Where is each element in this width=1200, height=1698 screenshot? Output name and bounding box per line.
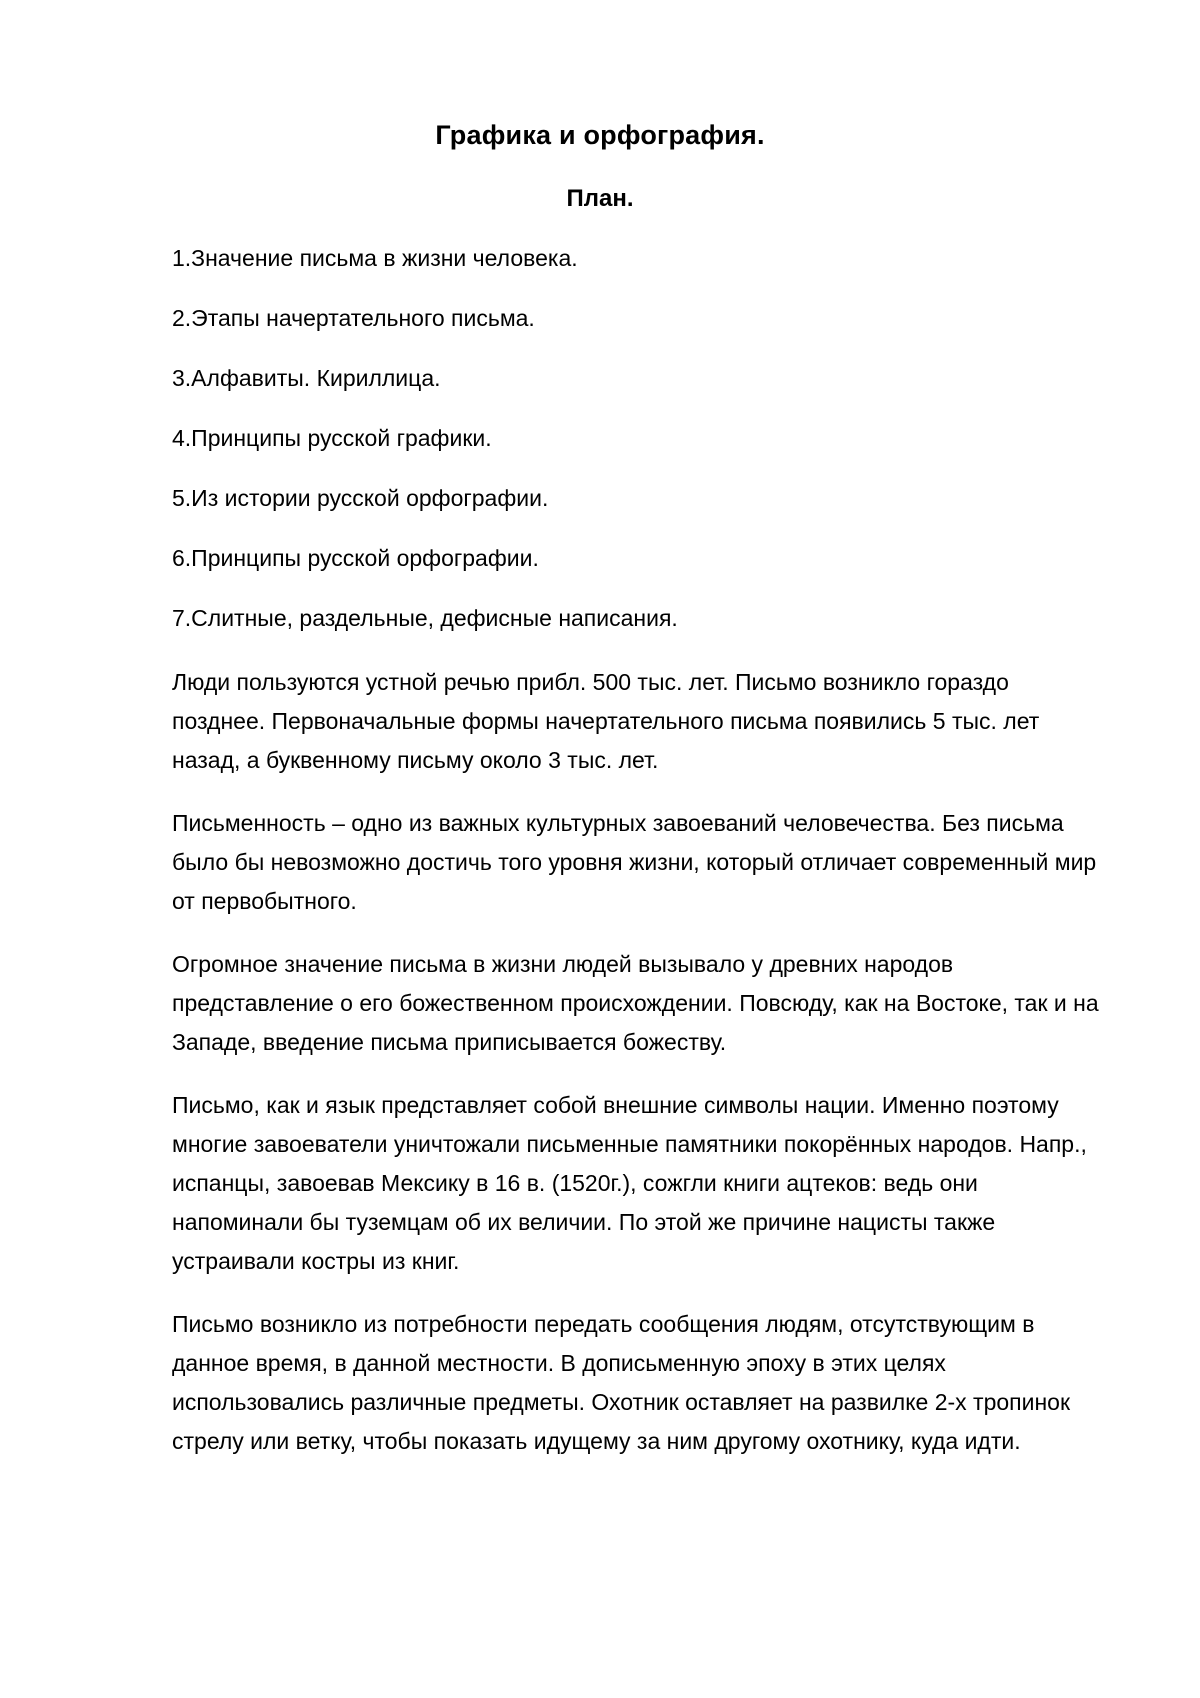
plan-item: 3.Алфавиты. Кириллица.: [172, 365, 441, 391]
document-title: Графика и орфография.: [435, 120, 765, 150]
paragraph: Люди пользуются устной речью прибл. 500 тыс. лет. Письмо возникло гораздо позднее. Первоначальные формы начертательного письма появились 5 тыс. лет назад, а буквенному письму около 3 тыс. лет.: [172, 669, 1040, 773]
plan-item: 6.Принципы русской орфографии.: [172, 545, 539, 571]
paragraph: Огромное значение письма в жизни людей вызывало у древних народов представление о его божественном происхождении. Повсюду, как на Востоке, так и на Западе, введение письма приписывается божеству.: [172, 951, 1099, 1055]
plan-item: 4.Принципы русской графики.: [172, 425, 492, 451]
plan-list: [172, 244, 678, 664]
paragraph: Письмо, как и язык представляет собой внешние символы нации. Именно поэтому многие завоеватели уничтожали письменные памятники покорённых народов. Напр., испанцы, завоевав Мексику в 16 в. (1520г.), сожгли книги ацтеков: ведь они напоминали бы туземцам об их величии. По этой же причине нацисты также устраивали костры из книг.: [172, 1092, 1087, 1274]
paragraph: Письмо возникло из потребности передать сообщения людям, отсутствующим в данное время, в данной местности. В дописьменную эпоху в этих целях использовались различные предметы. Охотник оставляет на развилке 2-х тропинок стрелу или ветку, чтобы показать идущему за ним другому охотнику, куда идти.: [172, 1311, 1071, 1454]
plan-item: 7.Слитные, раздельные, дефисные написания.: [172, 605, 678, 631]
plan-item: 2.Этапы начертательного письма.: [172, 305, 535, 331]
paragraph: Письменность – одно из важных культурных завоеваний человечества. Без письма было бы невозможно достичь того уровня жизни, который отличает современный мир от первобытного.: [172, 810, 1097, 914]
body-text: [172, 663, 1102, 1485]
plan-heading: План.: [566, 185, 634, 212]
plan-item: 5.Из истории русской орфографии.: [172, 485, 549, 511]
plan-item: 1.Значение письма в жизни человека.: [172, 245, 578, 271]
